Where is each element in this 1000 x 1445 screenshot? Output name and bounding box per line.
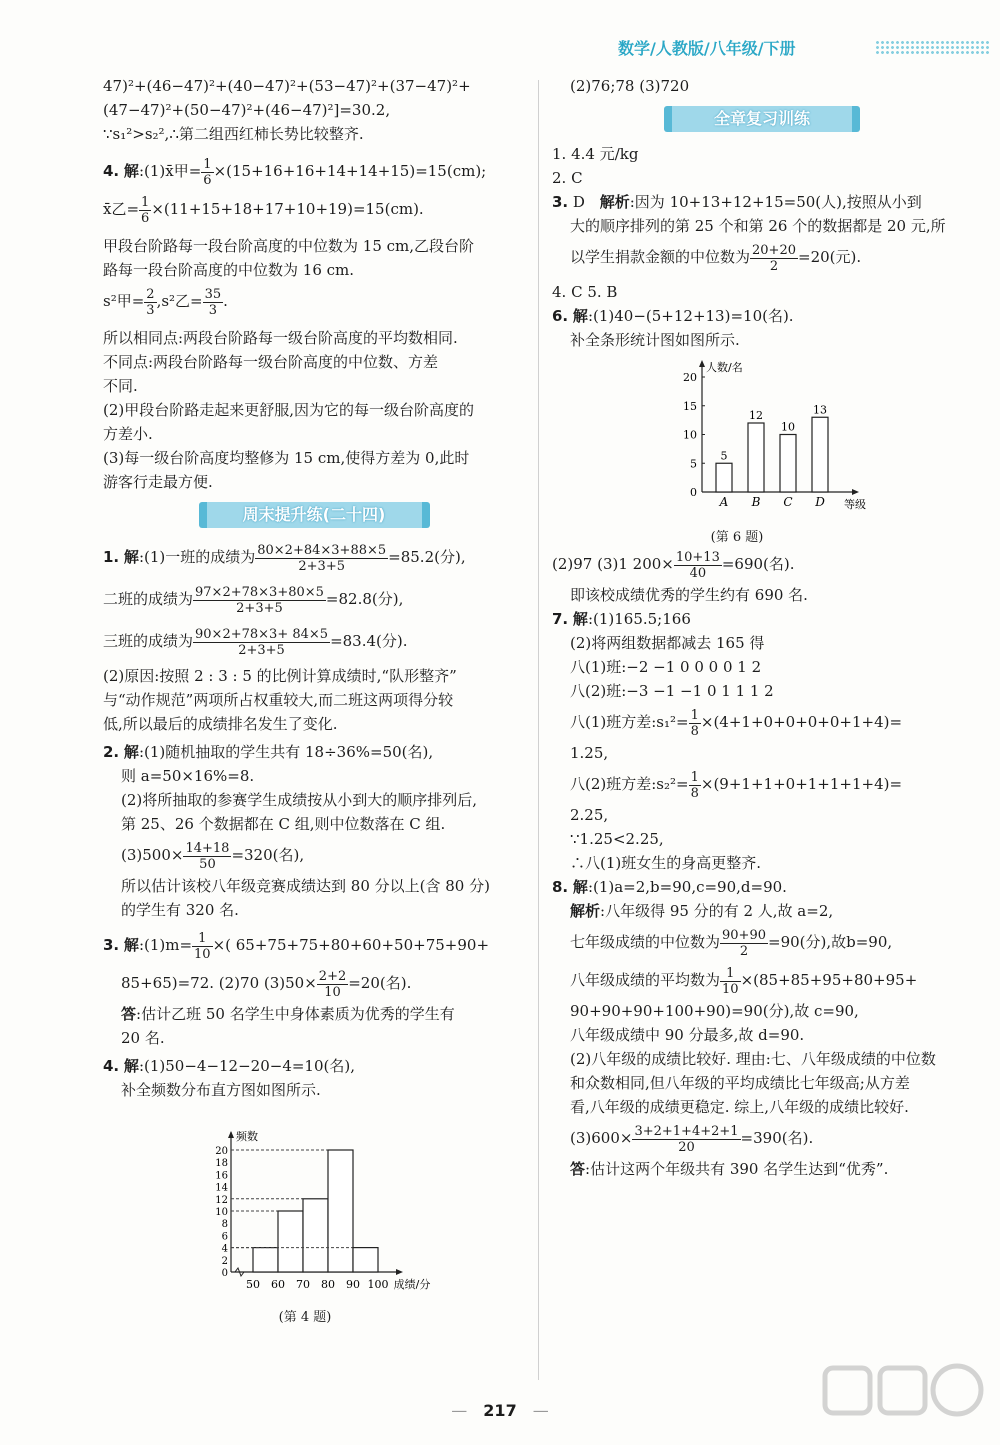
y-tick-label: 8 — [221, 1219, 228, 1231]
text: (3)500× — [121, 846, 184, 864]
solution-label: 解 — [123, 1057, 139, 1075]
text-line: 所以估计该校八年级竞赛成绩达到 80 分以上(含 80 分) — [121, 877, 490, 895]
x-tick-label: 70 — [296, 1278, 310, 1291]
question-number: 6. — [552, 307, 569, 325]
text-line: 第 25、26 个数据都在 C 组,则中位数落在 C 组. — [121, 815, 446, 833]
x-axis-label: 等级 — [844, 498, 866, 511]
question-number: 3. — [552, 193, 569, 211]
text: =390(名). — [740, 1129, 814, 1147]
fraction: $\frac{1}{10}$ — [722, 965, 739, 997]
choice: D — [572, 193, 585, 211]
y-tick-label: 12 — [215, 1194, 228, 1206]
question-number: 4. — [103, 1057, 120, 1075]
text-line: 补全频数分布直方图如图所示. — [121, 1081, 321, 1099]
answer-line — [103, 1002, 525, 1026]
x-tick-label: 90 — [346, 1278, 360, 1291]
text: :估计乙班 50 名学生中身体素质为优秀的学生有 — [136, 1005, 455, 1023]
text-line: (2)将两组数据都减去 165 得 — [570, 634, 765, 652]
fraction: $\frac{97\times 2+78\times 3+80\times 5}{2+3+5}$ — [195, 584, 324, 616]
solution-label: 解 — [572, 610, 588, 628]
a3-line — [552, 238, 972, 276]
x-tick-label: 100 — [367, 1278, 389, 1291]
text: :(1)一班的成绩为 — [138, 548, 256, 566]
p1-line — [103, 622, 525, 660]
solution-label: 解 — [123, 936, 139, 954]
text: =83.4(分). — [330, 632, 408, 650]
header-title: 数学/人教版/八年级/下册 — [618, 39, 796, 58]
section-banner: 周末提升练(二十四) — [199, 502, 430, 528]
fraction: $\frac{35}{3}$ — [204, 286, 222, 318]
histogram-bar-80-90 — [328, 1150, 353, 1272]
text: :(1)随机抽取的学生共有 18÷36%=50(名), — [138, 743, 434, 761]
text: 85+65)=72. (2)70 (3)50× — [121, 974, 317, 992]
fraction: $\frac{1}{6}$ — [203, 156, 212, 188]
text: =20(名). — [348, 974, 412, 992]
text-line: 即该校成绩优秀的学生约有 690 名. — [570, 586, 808, 604]
column-divider — [538, 80, 539, 1380]
p1-line — [103, 538, 525, 576]
histogram-bar-50-60 — [253, 1248, 278, 1272]
p3-line — [103, 926, 525, 964]
figure-caption: (第 4 题) — [278, 1310, 332, 1325]
fraction: $\frac{1}{10}$ — [194, 930, 211, 962]
answer-label: 答 — [121, 1005, 137, 1023]
text-line: 1. 4.4 元/kg — [552, 145, 639, 163]
fraction: $\frac{2+2}{10}$ — [318, 968, 347, 1000]
y-axis-arrow — [228, 1131, 234, 1138]
y-tick-label: 20 — [215, 1146, 228, 1157]
watermark-logo — [820, 1360, 990, 1440]
text: :(1)x̄甲= — [138, 162, 202, 180]
solution-label: 解 — [572, 307, 588, 325]
solution-label: 解 — [123, 162, 139, 180]
text: ×( 65+75+75+80+60+50+75+90+ — [212, 936, 490, 954]
fraction: $\frac{10+13}{40}$ — [675, 549, 720, 581]
text-line: 4. C 5. B — [552, 283, 618, 301]
x-tick-label: 60 — [271, 1278, 285, 1291]
text-line: 不同点:两段台阶路每一级台阶高度的中位数、方差 — [103, 353, 439, 371]
text: :八年级得 95 分的有 2 人,故 a=2, — [600, 902, 834, 920]
text-line: 看,八年级的成绩更稳定. 综上,八年级的成绩比较好. — [570, 1098, 909, 1116]
text-line: (2)将所抽取的参赛学生成绩按从小到大的顺序排列后, — [121, 791, 478, 809]
text-line: 2.25, — [570, 806, 609, 824]
text-line: 不同. — [103, 377, 138, 395]
text: :(1)a=2,b=90,c=90,d=90. — [587, 878, 787, 896]
text-line: ∵1.25<2.25, — [570, 830, 664, 848]
a6-line — [552, 545, 972, 583]
histogram-bar-60-70 — [278, 1211, 303, 1272]
q4-line — [103, 282, 525, 320]
a8-line — [552, 1119, 972, 1157]
a6-line — [552, 304, 972, 328]
text: =320(名), — [231, 846, 305, 864]
text-line: (2)八年级的成绩比较好. 理由:七、八年级成绩的中位数 — [570, 1050, 936, 1068]
text: ×(85+85+95+80+95+ — [740, 971, 918, 989]
y-tick-label: 15 — [683, 399, 697, 413]
bar-chart — [662, 352, 866, 545]
text-line: 甲段台阶路每一段台阶高度的中位数为 15 cm,乙段台阶 — [103, 237, 475, 255]
x-tick-label: C — [783, 495, 793, 509]
text-line: 八(2)班:−3 −1 −1 0 1 1 1 2 — [570, 682, 774, 700]
text-line: 90+90+90+100+90)=90(分),故 c=90, — [570, 1002, 859, 1020]
text-line: 方差小. — [103, 425, 153, 443]
section-banner: 全章复习训练 — [664, 106, 860, 132]
text-line: (2)76;78 (3)720 — [570, 77, 690, 95]
p3-line — [103, 964, 525, 1002]
text-line: 大的顺序排列的第 25 个和第 26 个的数据都是 20 元,所 — [570, 217, 946, 235]
y-axis-arrow — [699, 360, 705, 367]
y-tick-label: 10 — [683, 428, 697, 442]
y-tick-label: 10 — [215, 1207, 228, 1218]
text-line: 2. C — [552, 169, 583, 187]
fraction: $\frac{90+90}{2}$ — [722, 927, 766, 959]
text: 八年级成绩的平均数为 — [570, 971, 721, 989]
figure-caption: (第 6 题) — [710, 530, 764, 545]
answer-label: 答 — [570, 1160, 586, 1178]
fraction: $\frac{90\times 2+78\times 3+ 84\times 5}{2+3+5}$ — [195, 626, 329, 658]
bar-chart-svg — [662, 352, 866, 522]
text: =85.2(分), — [388, 548, 466, 566]
bar-A — [716, 463, 732, 492]
solution-label: 解 — [572, 878, 588, 896]
answer-line — [552, 1157, 972, 1181]
text-line: 则 a=50×16%=8. — [121, 767, 255, 785]
y-tick-label: 4 — [221, 1243, 228, 1255]
question-number: 2. — [103, 743, 120, 761]
histogram-chart — [195, 1102, 445, 1325]
text-line: (3)每一级台阶高度均整修为 15 cm,使得方差为 0,此时 — [103, 449, 470, 467]
x-tick-label: D — [815, 495, 825, 509]
text: 八(2)班方差:s₂²= — [570, 775, 689, 793]
text: x̄乙= — [103, 200, 140, 218]
histogram-svg — [195, 1102, 445, 1302]
text: (2)97 (3)1 200× — [552, 555, 674, 573]
analysis-label: 解析 — [570, 902, 601, 920]
question-number: 4. — [103, 162, 120, 180]
data-label: 10 — [781, 420, 795, 434]
a7-line — [552, 703, 972, 741]
x-axis-label: 成绩/分 — [393, 1278, 431, 1291]
text: s²甲= — [103, 292, 145, 310]
text: 八(1)班方差:s₁²= — [570, 713, 689, 731]
header-dot-pattern — [875, 40, 990, 56]
text-line: ∴八(1)班女生的身高更整齐. — [570, 854, 762, 872]
y-tick-label: 5 — [690, 457, 697, 471]
fraction: $\frac{14+18}{50}$ — [185, 840, 230, 872]
text: ×(11+15+18+17+10+19)=15(cm). — [151, 200, 424, 218]
fraction: $\frac{1}{8}$ — [690, 707, 699, 739]
text-line: 补全条形统计图如图所示. — [570, 331, 740, 349]
data-label: 5 — [720, 449, 728, 463]
solution-label: 解 — [123, 743, 139, 761]
text: 三班的成绩为 — [103, 632, 194, 650]
bar-C — [780, 435, 796, 493]
histogram-bar-70-80 — [303, 1199, 328, 1272]
text-line: 1.25, — [570, 744, 609, 762]
bar-D — [812, 417, 828, 492]
question-number: 7. — [552, 610, 569, 628]
y-tick-label: 6 — [221, 1231, 228, 1243]
text-line: (2)原因:按照 2 : 3 : 5 的比例计算成绩时,“队形整齐” — [103, 667, 457, 685]
q4-line — [103, 152, 525, 190]
text: =20(元). — [798, 248, 862, 266]
text-line: 八(1)班:−2 −1 0 0 0 0 1 2 — [570, 658, 762, 676]
solution-label: 解 — [123, 548, 139, 566]
text-line: 低,所以最后的成绩排名发生了变化. — [103, 715, 338, 733]
x-tick-label: A — [719, 495, 729, 509]
y-tick-label: 16 — [215, 1170, 228, 1182]
text: . — [223, 292, 228, 310]
y-axis-label: 人数/名 — [706, 361, 743, 374]
p1-line — [103, 580, 525, 618]
x-tick-label: 50 — [246, 1278, 260, 1291]
text: ,s²乙= — [156, 292, 203, 310]
x-tick-label: 80 — [321, 1278, 335, 1291]
y-tick-label: 14 — [215, 1182, 228, 1194]
text-line: 路每一段台阶高度的中位数为 16 cm. — [103, 261, 355, 279]
q4-line — [103, 190, 525, 228]
text: :因为 10+13+12+15=50(人),按照从小到 — [629, 193, 922, 211]
p2-line — [103, 836, 525, 874]
question-number: 3. — [103, 936, 120, 954]
text-line: 20 名. — [121, 1029, 165, 1047]
a8-line — [552, 961, 972, 999]
text-line: ∵s₁²>s₂²,∴第二组西红柿长势比较整齐. — [103, 125, 364, 143]
fraction: $\frac{1}{6}$ — [141, 194, 150, 226]
text: ×(15+16+16+14+14+15)=15(cm); — [213, 162, 487, 180]
y-tick-label: 0 — [690, 486, 697, 499]
y-axis-label: 频数 — [236, 1130, 258, 1143]
text: :(1)40−(5+12+13)=10(名). — [587, 307, 794, 325]
text-line: (2)甲段台阶路走起来更舒服,因为它的每一级台阶高度的 — [103, 401, 475, 419]
text-line: 的学生有 320 名. — [121, 901, 239, 919]
text: =90(分),故b=90, — [768, 933, 893, 951]
right-column — [552, 74, 972, 1181]
fraction: $\frac{3+2+1+4+2+1}{20}$ — [634, 1123, 739, 1155]
y-tick-label: 20 — [683, 371, 697, 384]
p4-line — [103, 1054, 525, 1078]
text: 二班的成绩为 — [103, 590, 194, 608]
text: =690(名). — [721, 555, 795, 573]
a7-line — [552, 765, 972, 803]
text: 以学生捐款金额的中位数为 — [570, 248, 751, 266]
y-tick-label: 18 — [215, 1158, 228, 1170]
text-line: 47)²+(46−47)²+(40−47)²+(53−47)²+(37−47)²+ — [103, 77, 471, 95]
histogram-bar-90-100 — [353, 1248, 378, 1272]
text-line: 和众数相同,但八年级的平均成绩比七年级高;从方差 — [570, 1074, 910, 1092]
text: :(1)50−4−12−20−4=10(名), — [138, 1057, 355, 1075]
text-line: (47−47)²+(50−47)²+(46−47)²]=30.2, — [103, 101, 391, 119]
page-number: — 217 — — [0, 1401, 1000, 1420]
question-number: 8. — [552, 878, 569, 896]
analysis-label: 解析 — [599, 193, 630, 211]
a8-line — [552, 923, 972, 961]
x-tick-label: B — [751, 495, 761, 509]
text: =82.8(分), — [325, 590, 404, 608]
text: 七年级成绩的中位数为 — [570, 933, 721, 951]
fraction: $\frac{1}{8}$ — [690, 769, 699, 801]
x-axis-arrow — [852, 489, 859, 495]
text-line: 与“动作规范”两项所占权重较大,而二班这两项得分较 — [103, 691, 454, 709]
fraction: $\frac{80\times 2+84\times 3+88\times 5}{2+3+5}$ — [257, 542, 387, 574]
text: :(1)165.5;166 — [587, 610, 691, 628]
y-tick-label: 2 — [221, 1255, 228, 1267]
data-label: 12 — [749, 409, 763, 422]
fraction: $\frac{2}{3}$ — [146, 286, 155, 318]
a7-line — [552, 607, 972, 631]
text: :(1)m= — [138, 936, 193, 954]
a3-line — [552, 190, 972, 214]
question-number: 1. — [103, 548, 120, 566]
text-line: 所以相同点:两段台阶路每一级台阶高度的平均数相同. — [103, 329, 458, 347]
y-tick-label: 0 — [221, 1268, 228, 1279]
left-column — [103, 74, 525, 1325]
fraction: $\frac{20+20}{2}$ — [752, 242, 796, 274]
text: :估计这两个年级共有 390 名学生达到“优秀”. — [585, 1160, 889, 1178]
bar-B — [748, 423, 764, 492]
x-axis-arrow — [396, 1269, 403, 1275]
a8-line — [552, 899, 972, 923]
a8-line — [552, 875, 972, 899]
p2-line — [103, 740, 525, 764]
data-label: 13 — [813, 403, 827, 417]
text-line: 游客行走最方便. — [103, 473, 213, 491]
text: (3)600× — [570, 1129, 633, 1147]
text-line: 八年级成绩中 90 分最多,故 d=90. — [570, 1026, 805, 1044]
text: ×(4+1+0+0+0+0+1+4)= — [700, 713, 903, 731]
text: ×(9+1+1+0+1+1+1+4)= — [700, 775, 903, 793]
